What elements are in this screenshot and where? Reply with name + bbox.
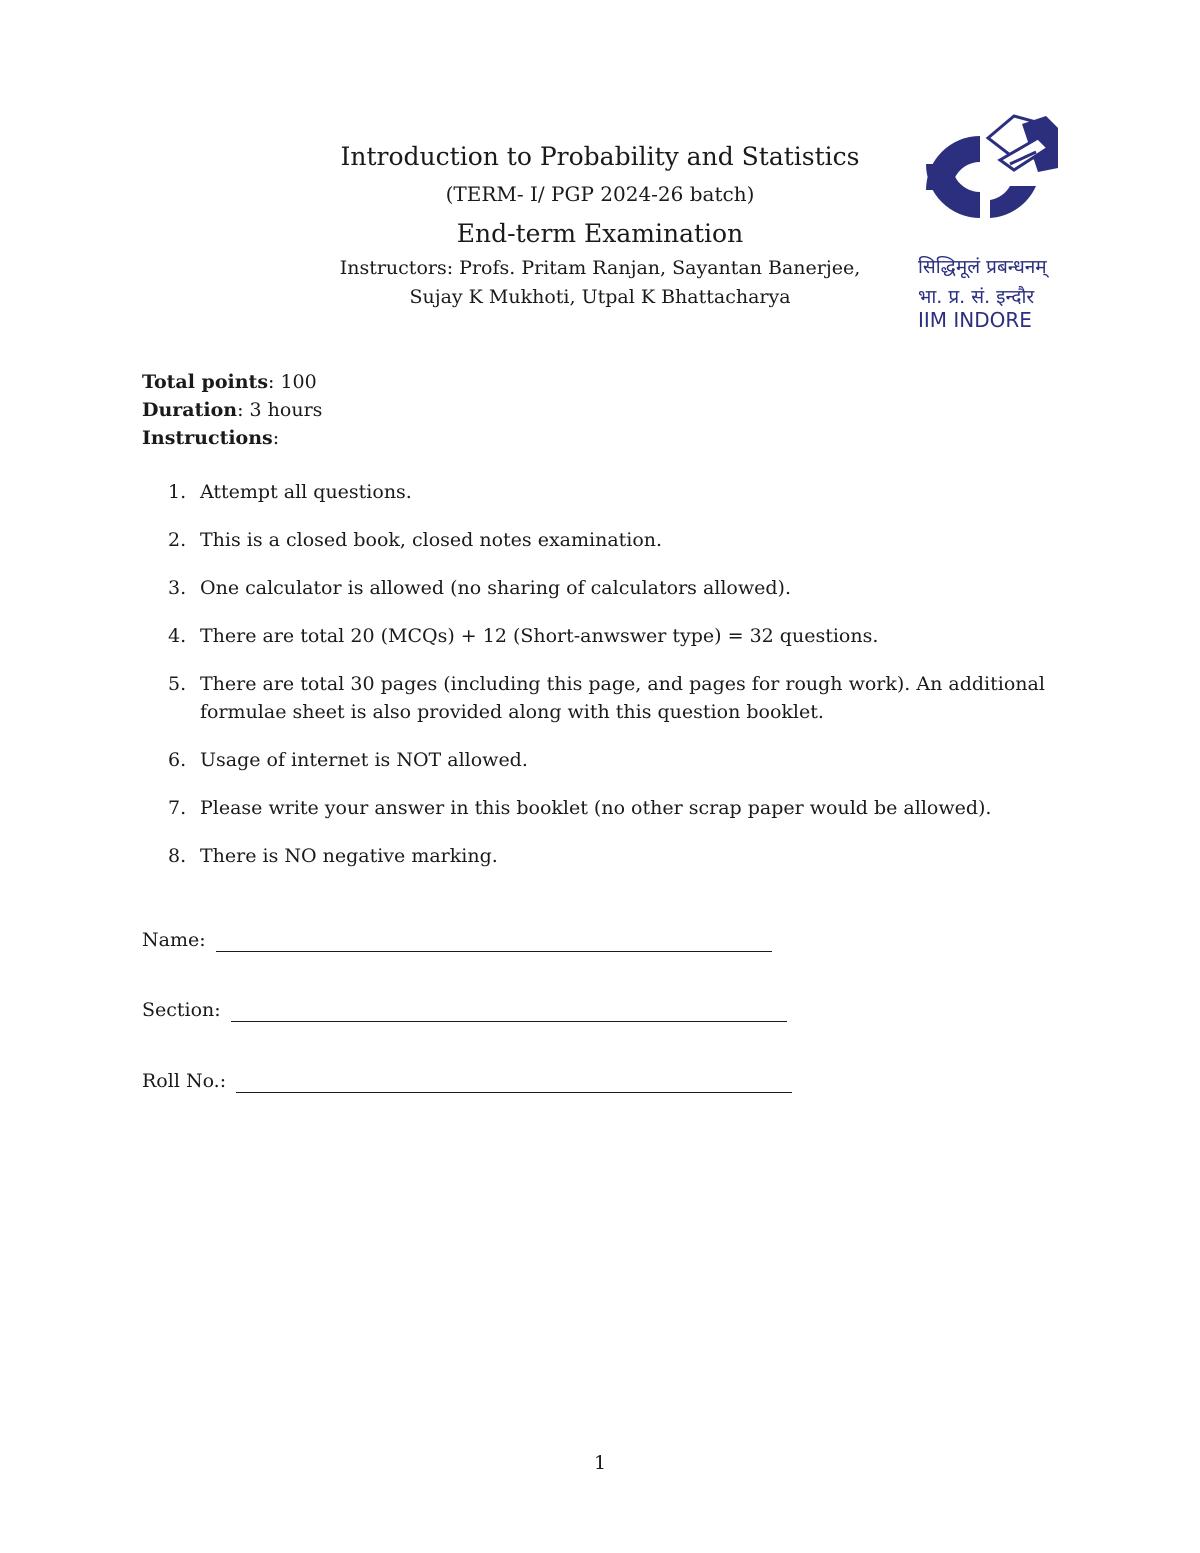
list-item-number: 8. xyxy=(168,845,187,867)
total-points-label: Total points xyxy=(142,371,269,393)
name-label: Name: xyxy=(142,929,206,951)
logo-motto-hindi: सिद्धिमूलं प्रबन्धनम् xyxy=(918,256,1047,278)
instructions-colon: : xyxy=(272,427,280,449)
instructors-line-2: Sujay K Mukhoti, Utpal K Bhattacharya xyxy=(409,286,791,308)
roll-number-label: Roll No.: xyxy=(142,1070,227,1092)
name-field[interactable] xyxy=(142,928,772,952)
term-line: (TERM- I/ PGP 2024-26 batch) xyxy=(445,182,755,206)
section-blank[interactable] xyxy=(231,1003,787,1022)
list-item-text: There are total 30 pages (including this page, and pages for rough work). An additional formulae sheet is also provided along with this question booklet. xyxy=(200,673,1045,723)
duration xyxy=(142,396,322,424)
course-title: Introduction to Probability and Statistics xyxy=(340,142,860,171)
total-points xyxy=(142,368,322,396)
list-item-text: There is NO negative marking. xyxy=(200,845,498,867)
list-item-number: 4. xyxy=(168,625,187,647)
roll-number-field[interactable] xyxy=(142,1069,792,1093)
list-item xyxy=(142,842,1072,870)
list-item xyxy=(142,526,1072,554)
list-item xyxy=(142,622,1072,650)
instructions-heading xyxy=(142,424,322,452)
list-item xyxy=(142,794,1072,822)
duration-value: : 3 hours xyxy=(237,399,323,421)
list-item-number: 5. xyxy=(168,673,187,695)
logo-name-english: IIM INDORE xyxy=(918,308,1032,332)
page-number: 1 xyxy=(593,1452,607,1474)
instructors-line-1: Instructors: Profs. Pritam Ranjan, Sayantan Banerjee, xyxy=(339,257,861,279)
instructions-label: Instructions xyxy=(142,427,273,449)
list-item-text: There are total 20 (MCQs) + 12 (Short-anwswer type) = 32 questions. xyxy=(200,625,879,647)
list-item-number: 7. xyxy=(168,797,187,819)
logo-emblem-icon xyxy=(918,108,1068,248)
list-item-text: Attempt all questions. xyxy=(200,481,412,503)
list-item xyxy=(142,670,1072,726)
section-field[interactable] xyxy=(142,998,787,1022)
list-item-number: 2. xyxy=(168,529,187,551)
exam-meta xyxy=(142,368,322,452)
list-item-text: One calculator is allowed (no sharing of calculators allowed). xyxy=(200,577,791,599)
total-points-value: : 100 xyxy=(268,371,317,393)
list-item-text: Usage of internet is NOT allowed. xyxy=(200,749,528,771)
roll-number-blank[interactable] xyxy=(236,1074,792,1093)
name-blank[interactable] xyxy=(216,933,772,952)
duration-label: Duration xyxy=(142,399,238,421)
logo-name-hindi: भा. प्र. सं. इन्दौर xyxy=(918,286,1035,308)
list-item-number: 6. xyxy=(168,749,187,771)
list-item-number: 1. xyxy=(168,481,187,503)
exam-title: End-term Examination xyxy=(456,219,744,248)
list-item xyxy=(142,746,1072,774)
section-label: Section: xyxy=(142,999,221,1021)
instructions-list xyxy=(142,478,1072,890)
list-item-text: This is a closed book, closed notes examination. xyxy=(200,529,663,551)
list-item xyxy=(142,574,1072,602)
iim-indore-logo xyxy=(918,108,1068,338)
list-item-text: Please write your answer in this booklet (no other scrap paper would be allowed). xyxy=(200,797,992,819)
exam-header xyxy=(300,140,900,312)
list-item-number: 3. xyxy=(168,577,187,599)
list-item xyxy=(142,478,1072,506)
